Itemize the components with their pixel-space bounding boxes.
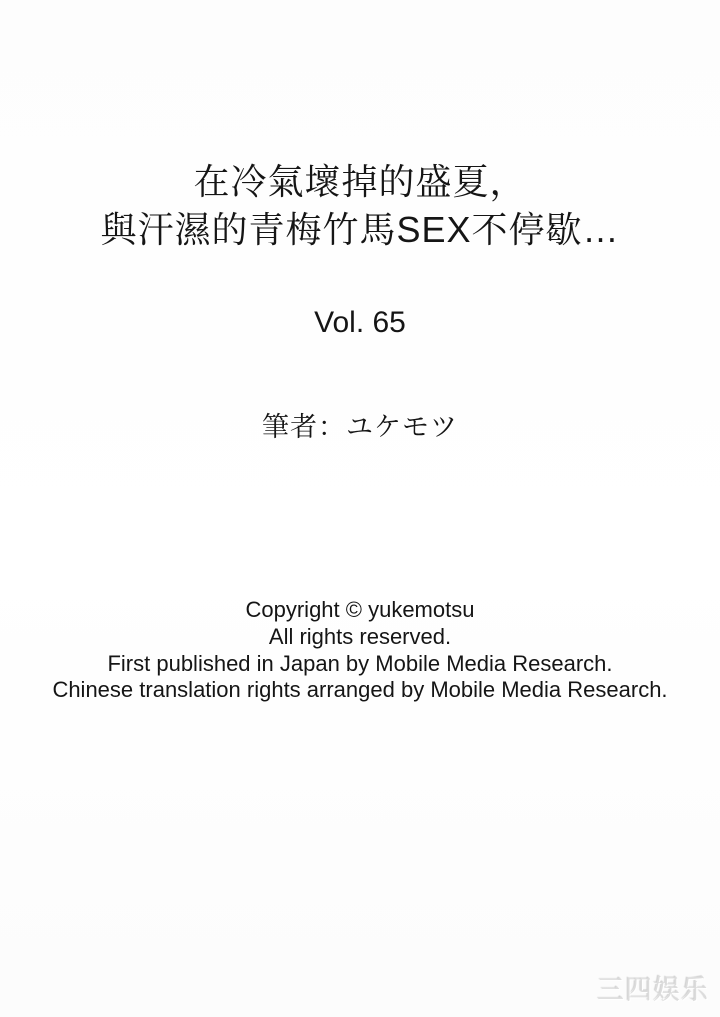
copyright-line: First published in Japan by Mobile Media Research. xyxy=(107,650,613,676)
title-line-1: 在冷氣壞掉的盛夏， xyxy=(193,161,527,202)
copyright-line: Copyright © yukemotsu xyxy=(245,597,475,622)
title-line-2: 與汗濕的青梅竹馬SEX不停歇… xyxy=(100,209,620,250)
copyright-line: All rights reserved. xyxy=(268,623,452,649)
copyright-line: Chinese translation rights arranged by Mobile Media Research. xyxy=(52,677,668,703)
volume-label: Vol. 65 xyxy=(314,306,406,339)
book-title xyxy=(0,158,720,254)
site-watermark: 三四娱乐 xyxy=(597,975,709,1005)
author-label: 筆者：ユケモツ xyxy=(262,412,458,442)
copyright-notice xyxy=(0,597,720,704)
